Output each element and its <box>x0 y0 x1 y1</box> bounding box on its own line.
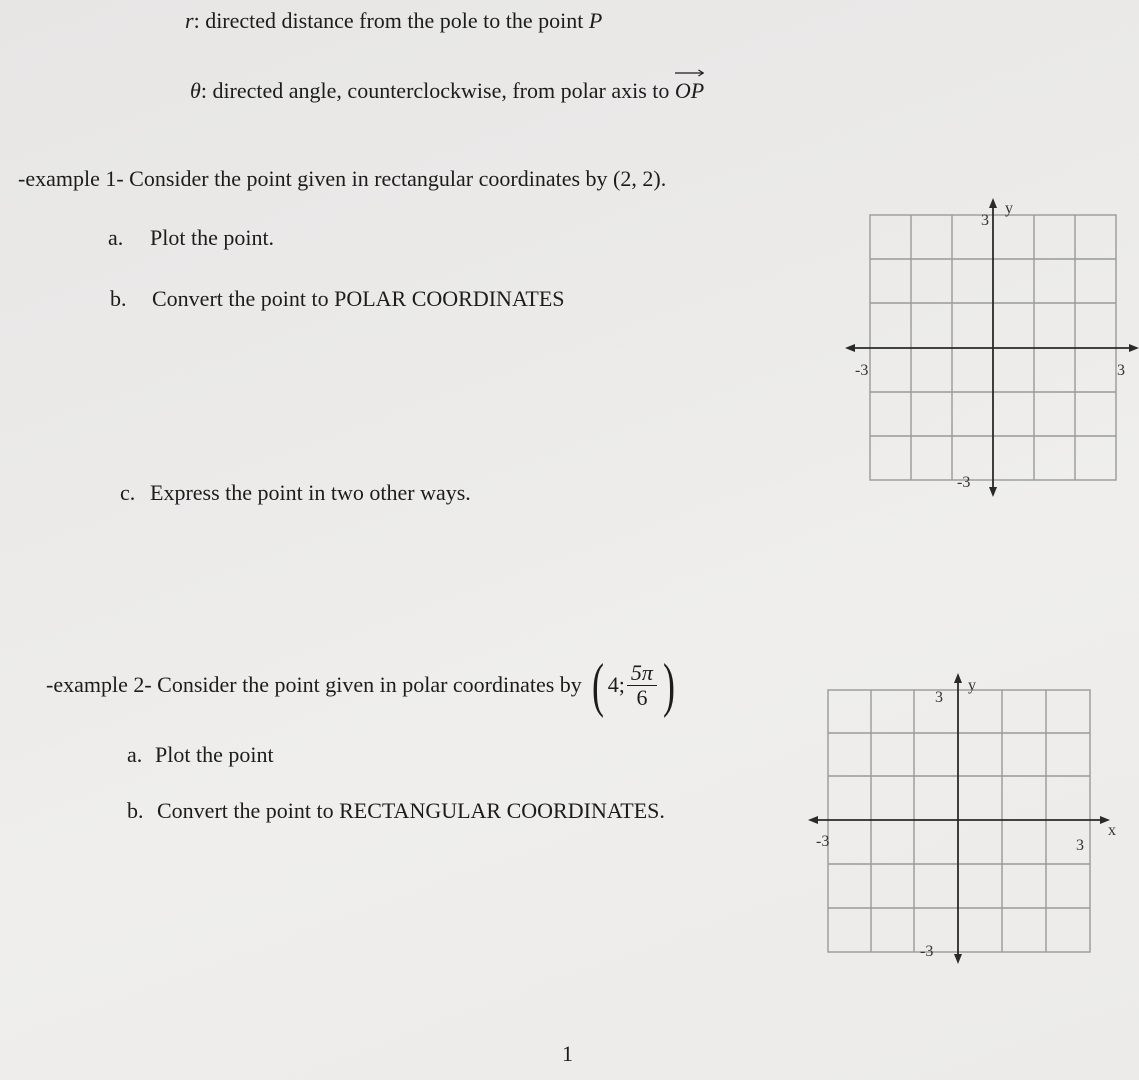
example1-y-bottom-label: -3 <box>957 474 971 491</box>
example1-y-axis-down-arrow-icon <box>989 487 997 497</box>
example2-heading: -example 2- Consider the point given in polar coordinates by <box>46 672 582 697</box>
example2-x-left-label: -3 <box>816 833 830 850</box>
r-definition-text: directed distance from the pole to the point <box>205 8 584 33</box>
example1-heading: -example 1- Consider the point given in rectangular coordinates by (2, 2). <box>18 166 667 191</box>
example1-x-left-label: -3 <box>855 362 869 379</box>
part-letter: c. <box>120 480 136 505</box>
r-point-label: P <box>588 8 603 33</box>
theta-colon: : <box>200 78 207 103</box>
example2-heading-line <box>46 650 679 720</box>
open-paren: ( <box>591 652 604 718</box>
example1-x-axis-right-arrow-icon <box>1129 344 1139 352</box>
definition-r <box>185 8 602 34</box>
polar-r-value: 4; <box>607 672 625 697</box>
example1-part-b <box>110 286 565 312</box>
example2-x-right-label: 3 <box>1076 837 1084 854</box>
theta-symbol: θ <box>190 78 201 103</box>
example1-y-top-label: 3 <box>981 212 989 229</box>
close-paren: ) <box>662 652 675 718</box>
example1-y-axis-up-arrow-icon <box>989 198 997 208</box>
example1-coordinate-grid <box>845 195 1139 510</box>
vector-arrow-icon <box>675 69 704 77</box>
example1-x-right-label: 3 <box>1117 362 1125 379</box>
polar-angle-fraction <box>627 661 657 710</box>
vector-op <box>675 78 704 104</box>
example1-part-c <box>120 480 471 506</box>
theta-definition-text: directed angle, counterclockwise, from polar axis to <box>212 78 670 103</box>
vector-op-label: OP <box>674 78 705 103</box>
example2-grid-svg <box>808 670 1118 970</box>
part-letter: a. <box>108 225 124 250</box>
example1-x-axis-left-arrow-icon <box>845 344 855 352</box>
example2-grid-lines <box>828 690 1090 952</box>
example2-x-axis-label: x <box>1108 822 1116 839</box>
example2-y-axis-down-arrow-icon <box>954 954 962 964</box>
example1-part-a <box>108 225 274 251</box>
example2-y-axis-up-arrow-icon <box>954 673 962 683</box>
example1-y-axis-label: y <box>1005 200 1013 217</box>
definition-theta <box>190 78 704 104</box>
example2-y-top-label: 3 <box>935 689 943 706</box>
example2-y-axis-label: y <box>968 677 976 694</box>
fraction-numerator: 5π <box>627 661 657 686</box>
example2-part-b <box>127 798 665 824</box>
part-text: Plot the point <box>155 742 274 767</box>
r-colon: : <box>193 8 200 33</box>
fraction-denominator: 6 <box>636 684 648 710</box>
example2-part-a <box>127 742 274 768</box>
part-letter: a. <box>127 742 143 767</box>
page-number: 1 <box>562 1041 573 1066</box>
part-text: Convert the point to POLAR COORDINATES <box>152 286 565 311</box>
part-text: Express the point in two other ways. <box>150 480 471 505</box>
example1-grid-svg <box>845 195 1139 505</box>
part-text: Convert the point to RECTANGULAR COORDINATES. <box>157 798 665 823</box>
example2-coordinate-grid <box>808 670 1118 975</box>
example2-y-bottom-label: -3 <box>920 943 934 960</box>
part-letter: b. <box>127 798 144 823</box>
example2-x-axis-left-arrow-icon <box>808 816 818 824</box>
polar-coordinate-expression <box>588 652 679 718</box>
r-symbol: r <box>185 8 194 33</box>
part-text: Plot the point. <box>150 225 275 250</box>
part-letter: b. <box>110 286 127 311</box>
